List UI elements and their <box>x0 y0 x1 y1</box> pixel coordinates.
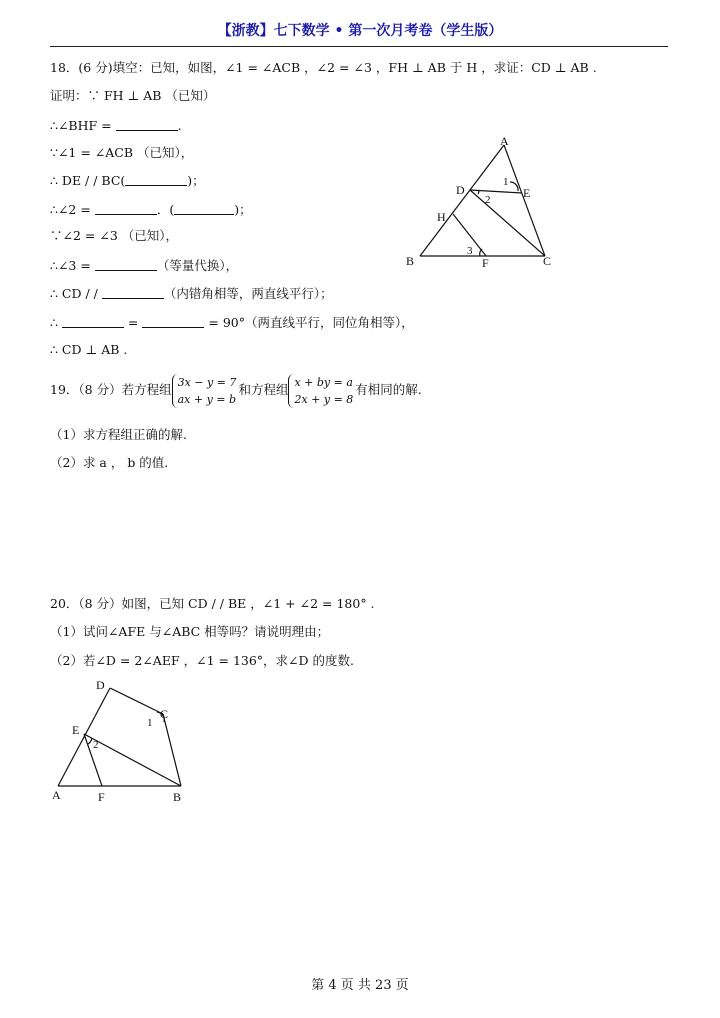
page-header-title: 【浙教】七下数学 • 第一次月考卷（学生版） <box>217 23 503 39</box>
q18-line4-mid: ．( <box>156 202 175 217</box>
label-b: B <box>173 790 182 804</box>
q18-line3-text: ∴ DE / / BC( <box>50 173 126 188</box>
q18-line5: ∵∠2 = ∠3 （已知）， <box>50 228 178 243</box>
segment-ab <box>420 145 504 256</box>
q19-system-2 <box>288 374 355 408</box>
q18-line4-text: ∴∠2 = <box>50 202 91 217</box>
q18-line7 <box>50 285 333 302</box>
q18-line6-text: ∴∠3 = <box>50 258 91 273</box>
segment-da <box>58 688 110 786</box>
q18-line1 <box>50 117 182 134</box>
q18-line3-end: )； <box>187 173 205 188</box>
answer-blank[interactable] <box>116 117 178 131</box>
segment-dc <box>470 190 545 256</box>
label-1: 1 <box>503 176 509 188</box>
answer-blank[interactable] <box>125 172 187 186</box>
q19-mid: 和方程组 <box>238 382 289 397</box>
label-a: A <box>52 788 61 802</box>
label-3: 3 <box>467 245 473 257</box>
q19-sys2-eq2: 2x + y = 8 <box>294 392 354 406</box>
q20-part2: （2）若∠D = 2∠AEF ，∠1 = 136°，求∠D 的度数. <box>50 653 354 668</box>
q18-line8 <box>50 314 414 331</box>
q18-line2: ∵∠1 = ∠ACB （已知）， <box>50 145 194 160</box>
label-e: E <box>523 186 531 200</box>
q19-sys1-eq2: ax + y = b <box>177 392 237 406</box>
q18-line8-text: ∴ <box>50 315 58 330</box>
header-rule <box>50 46 668 47</box>
answer-blank[interactable] <box>95 257 157 271</box>
answer-blank[interactable] <box>62 314 124 328</box>
label-2: 2 <box>485 194 491 206</box>
q20-stem: 20．（8 分）如图，已知 CD / / BE ，∠1 + ∠2 = 180° . <box>50 596 375 611</box>
q18-line3 <box>50 172 205 189</box>
page-footer: 第 4 页 共 23 页 <box>311 978 409 993</box>
q20-figure <box>46 674 196 809</box>
segment-cb <box>163 714 181 786</box>
answer-blank[interactable] <box>102 285 164 299</box>
q18-line6 <box>50 257 238 274</box>
label-1: 1 <box>147 717 153 729</box>
q18-line1-text: ∴∠BHF = <box>50 118 112 133</box>
q19-stem <box>50 372 422 408</box>
label-e: E <box>72 723 80 737</box>
label-d: D <box>456 183 465 197</box>
segment-de <box>470 190 522 193</box>
q18-line4-end: )； <box>234 202 252 217</box>
q19-prefix: 19．（8 分）若方程组 <box>50 382 172 397</box>
label-c: C <box>543 254 552 268</box>
segment-eb <box>84 734 181 786</box>
q19-system-1 <box>172 374 239 408</box>
q19-sys2-eq1: x + by = a <box>294 375 353 389</box>
label-b: B <box>406 254 415 268</box>
angle-3-arc <box>480 249 482 256</box>
q18-proof-head: 证明：∵ FH ⊥ AB （已知） <box>50 88 216 103</box>
q19-part1: （1）求方程组正确的解. <box>50 427 187 442</box>
angle-1-arc <box>510 182 518 191</box>
q18-line8-end: = 90°（两直线平行，同位角相等）， <box>208 315 414 330</box>
q20-part1: （1）试问∠AFE 与∠ABC 相等吗？请说明理由； <box>50 624 330 639</box>
label-2: 2 <box>93 739 99 751</box>
q18-figure <box>400 135 565 275</box>
label-f: F <box>98 790 105 804</box>
answer-blank[interactable] <box>174 201 234 215</box>
q19-suffix: 有相同的解. <box>355 382 422 397</box>
answer-blank[interactable] <box>142 314 204 328</box>
q18-line8-eq: = <box>127 315 139 330</box>
label-d: D <box>96 678 105 692</box>
segment-ac <box>504 145 545 256</box>
label-a: A <box>500 135 509 148</box>
label-f: F <box>482 256 489 270</box>
q19-part2: （2）求 a ， b 的值. <box>50 455 169 470</box>
angle-2-arc <box>478 191 479 194</box>
q18-line7-text: ∴ CD / / <box>50 286 98 301</box>
answer-blank[interactable] <box>95 201 157 215</box>
q18-line4 <box>50 201 252 218</box>
q18-line6-end: （等量代换）， <box>156 258 239 273</box>
label-c: C <box>160 707 169 721</box>
segment-dc <box>110 688 163 714</box>
q18-line7-end: （内错角相等，两直线平行）； <box>163 286 333 301</box>
label-h: H <box>437 210 446 224</box>
q19-sys1-eq1: 3x − y = 7 <box>177 375 237 389</box>
q18-line1-end: . <box>177 118 182 133</box>
angle-2-arc <box>88 738 92 744</box>
q18-line9: ∴ CD ⊥ AB . <box>50 342 128 357</box>
q18-stem: 18．(6 分)填空：已知，如图，∠1 = ∠ACB ，∠2 = ∠3 ，FH ⊥ AB 于 H ，求证：CD ⊥ AB . <box>50 60 597 75</box>
